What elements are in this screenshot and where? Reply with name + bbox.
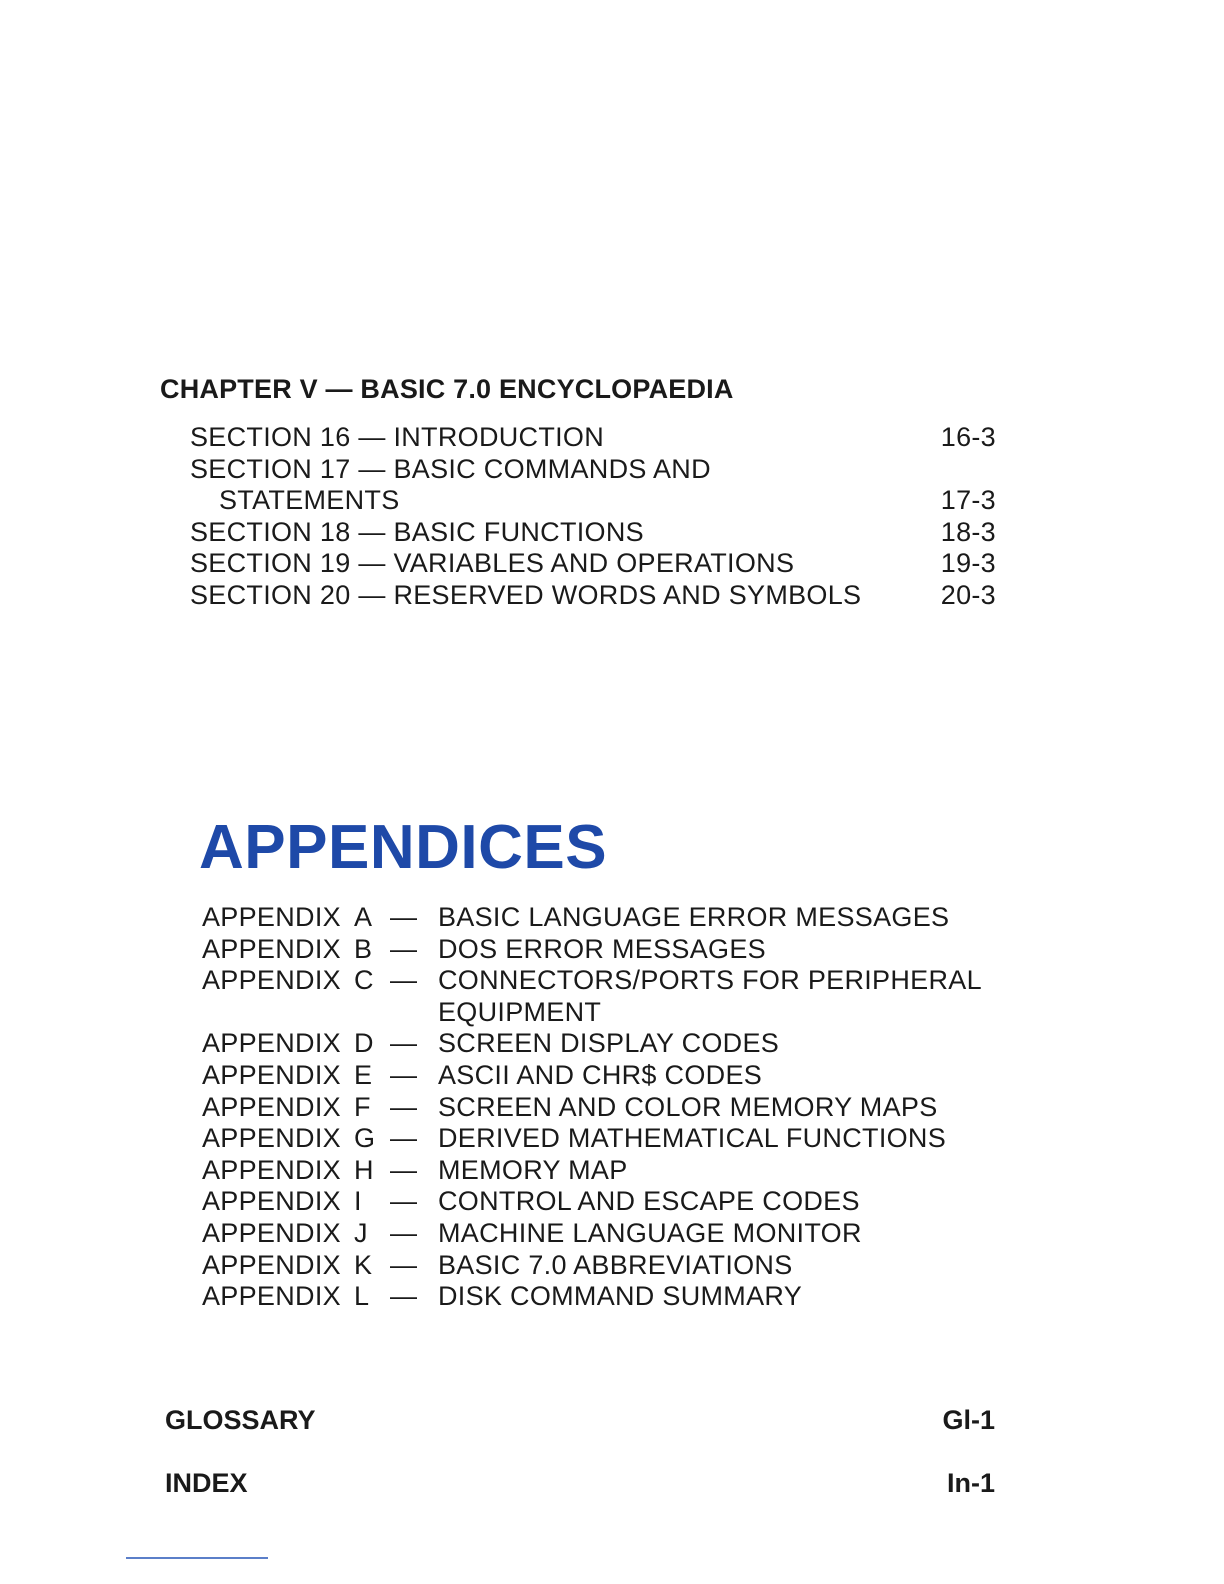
section-label: SECTION 20 — RESERVED WORDS AND SYMBOLS (190, 579, 862, 610)
appendix-row (202, 1281, 1002, 1313)
appendix-title: MEMORY MAP (438, 1154, 628, 1185)
appendix-row (202, 1218, 1002, 1250)
appendix-title: BASIC LANGUAGE ERROR MESSAGES (438, 902, 950, 932)
section-row (190, 422, 996, 454)
appendix-row (202, 902, 1002, 934)
section-label: SECTION 17 — BASIC COMMANDS AND (190, 453, 711, 484)
appendix-letter: E (354, 1059, 373, 1090)
appendix-row (202, 1155, 1002, 1187)
chapter-heading: CHAPTER V — BASIC 7.0 ENCYCLOPAEDIA (160, 374, 734, 404)
appendix-row (202, 1123, 1002, 1155)
section-row (190, 485, 996, 517)
appendix-letter: L (354, 1281, 370, 1312)
appendices-title: APPENDICES (199, 813, 608, 882)
appendix-dash: — (390, 1059, 418, 1090)
appendix-dash: — (390, 1281, 418, 1312)
appendix-title: MACHINE LANGUAGE MONITOR (438, 1217, 862, 1248)
appendix-title: ASCII AND CHR$ CODES (438, 1059, 763, 1090)
appendix-dash: — (390, 1028, 418, 1059)
section-page: 16-3 (940, 422, 996, 452)
appendix-title: DOS ERROR MESSAGES (438, 933, 766, 964)
appendix-row (202, 934, 1002, 966)
appendix-title: DISK COMMAND SUMMARY (438, 1281, 803, 1312)
appendix-row (202, 1186, 1002, 1218)
appendix-word: APPENDIX (202, 1091, 341, 1122)
appendix-letter: I (354, 1186, 362, 1217)
appendix-letter: H (354, 1154, 374, 1185)
section-page: 19-3 (940, 548, 996, 579)
appendix-row (202, 965, 1002, 997)
appendix-row (202, 1250, 1002, 1282)
appendix-word: APPENDIX (202, 1186, 341, 1217)
section-row (190, 548, 996, 580)
appendix-word: APPENDIX (202, 1059, 341, 1090)
appendix-list (202, 902, 1002, 1313)
section-label: SECTION 19 — VARIABLES AND OPERATIONS (190, 548, 795, 579)
index-page: In-1 (946, 1468, 995, 1498)
appendix-letter: F (354, 1091, 371, 1122)
appendix-dash: — (390, 1123, 418, 1154)
appendix-dash: — (390, 1217, 418, 1248)
appendix-title: CONTROL AND ESCAPE CODES (438, 1186, 860, 1217)
appendix-title: SCREEN AND COLOR MEMORY MAPS (438, 1091, 938, 1122)
appendix-row (202, 997, 1002, 1029)
appendix-row (202, 1092, 1002, 1124)
section-row (190, 580, 996, 612)
appendix-dash: — (390, 1154, 418, 1185)
appendix-word: APPENDIX (202, 1154, 341, 1185)
appendix-row (202, 1028, 1002, 1060)
appendix-title: SCREEN DISPLAY CODES (438, 1028, 780, 1059)
appendix-dash: — (390, 902, 418, 932)
appendix-dash: — (390, 933, 418, 964)
section-page: 17-3 (940, 485, 996, 516)
section-label: SECTION 18 — BASIC FUNCTIONS (190, 516, 644, 547)
appendix-title: CONNECTORS/PORTS FOR PERIPHERAL (438, 965, 982, 996)
section-label-continuation: STATEMENTS (219, 485, 400, 516)
appendix-letter: G (354, 1123, 376, 1154)
glossary-label: GLOSSARY (165, 1405, 316, 1435)
appendix-letter: J (354, 1217, 368, 1248)
appendix-word: APPENDIX (202, 933, 341, 964)
section-row (190, 517, 996, 549)
appendix-dash: — (390, 1186, 418, 1217)
appendix-letter: D (354, 1028, 374, 1059)
section-label: SECTION 16 — INTRODUCTION (190, 422, 605, 452)
appendix-word: APPENDIX (202, 1217, 341, 1248)
appendix-row (202, 1060, 1002, 1092)
appendix-dash: — (390, 1249, 418, 1280)
appendix-title-continuation: EQUIPMENT (438, 996, 602, 1027)
index-label: INDEX (165, 1468, 248, 1498)
appendix-letter: K (354, 1249, 373, 1280)
section-page: 18-3 (940, 516, 996, 547)
appendix-dash: — (390, 1091, 418, 1122)
appendix-word: APPENDIX (202, 902, 341, 932)
appendix-title: DERIVED MATHEMATICAL FUNCTIONS (438, 1123, 947, 1154)
appendix-word: APPENDIX (202, 1281, 341, 1312)
appendix-title: BASIC 7.0 ABBREVIATIONS (438, 1249, 793, 1280)
appendix-word: APPENDIX (202, 965, 341, 996)
appendix-word: APPENDIX (202, 1028, 341, 1059)
appendix-letter: C (354, 965, 374, 996)
bottom-rule (126, 1557, 268, 1559)
section-row (190, 454, 996, 486)
appendix-letter: B (354, 933, 373, 964)
section-list (190, 422, 996, 612)
section-page: 20-3 (940, 579, 996, 610)
appendix-dash: — (390, 965, 418, 996)
appendix-word: APPENDIX (202, 1123, 341, 1154)
appendix-word: APPENDIX (202, 1249, 341, 1280)
glossary-page: Gl-1 (942, 1405, 995, 1435)
appendix-letter: A (354, 902, 373, 932)
